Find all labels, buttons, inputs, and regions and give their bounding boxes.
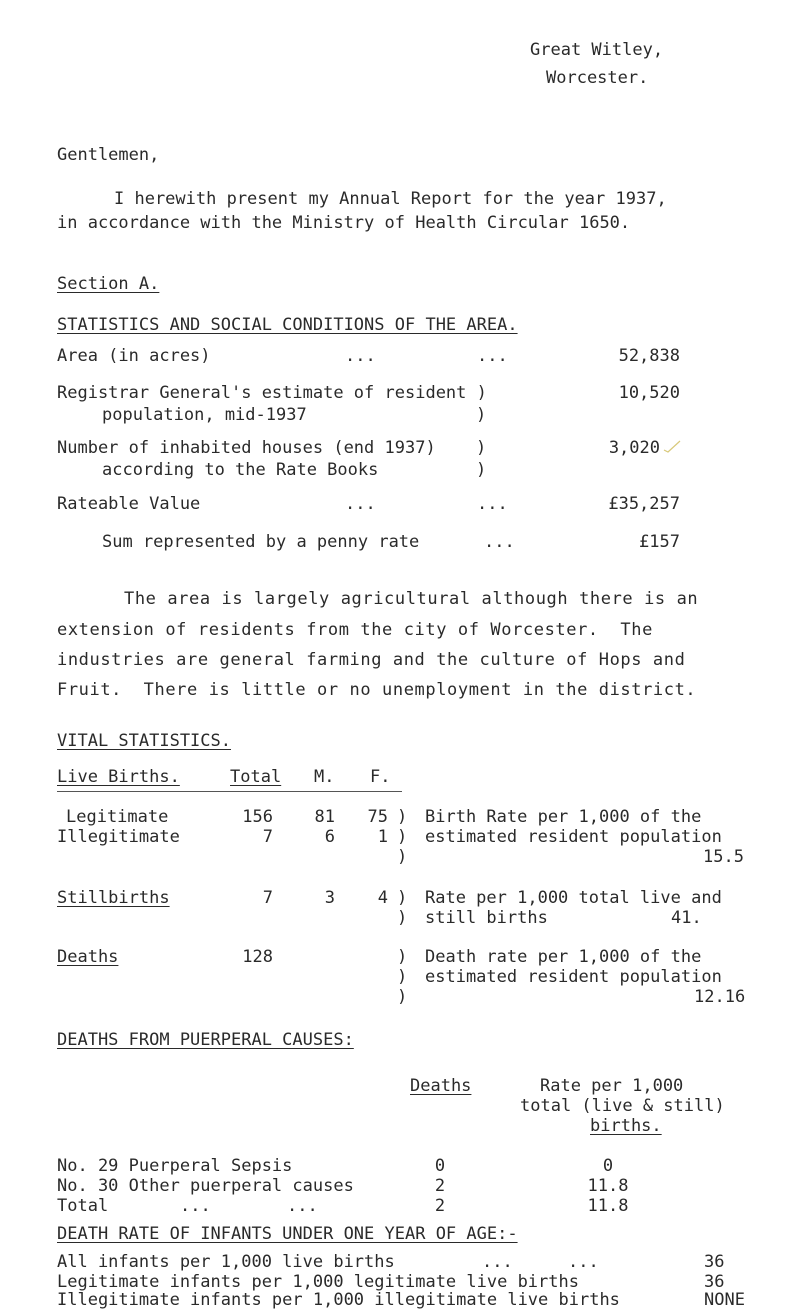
houses-bracket-1: ) xyxy=(476,438,487,458)
penny-rate-dots: ... xyxy=(484,532,515,552)
illegitimate-total: 7 xyxy=(262,827,273,847)
stillbirth-rate-text-1: Rate per 1,000 total live and xyxy=(425,888,722,908)
col-m-header: M. xyxy=(314,767,335,787)
letterhead-county: Worcester. xyxy=(546,68,649,88)
deaths-label: Deaths xyxy=(57,947,119,967)
bracket: ) xyxy=(397,847,408,867)
description-line-4: Fruit. There is little or no unemployment in the district. xyxy=(57,680,697,700)
puerperal-row-deaths: 0 xyxy=(434,1156,446,1176)
rateable-dots-2: ... xyxy=(477,494,508,514)
death-rate-text-2: estimated resident population xyxy=(425,967,722,987)
population-bracket: ) xyxy=(476,405,487,425)
bracket: ) xyxy=(397,947,408,967)
puerperal-total-dots: ... xyxy=(180,1196,211,1216)
bracket: ) xyxy=(397,888,408,908)
bracket: ) xyxy=(397,827,408,847)
puerperal-row-label: No. 29 Puerperal Sepsis xyxy=(57,1156,293,1176)
puerperal-row-deaths: 2 xyxy=(434,1196,446,1216)
puerperal-row-rate: 11.8 xyxy=(587,1196,629,1216)
stats-heading: STATISTICS AND SOCIAL CONDITIONS OF THE AREA. xyxy=(57,315,518,335)
bracket: ) xyxy=(397,987,408,1007)
description-line-1: The area is largely agricultural although there is an xyxy=(124,589,699,609)
section-heading: Section A. xyxy=(57,274,160,294)
infant-row-value: 36 xyxy=(704,1272,725,1292)
stillbirths-m: 3 xyxy=(324,888,335,908)
puerperal-col-rate-2: total (live & still) xyxy=(520,1096,725,1116)
area-dots: ... xyxy=(345,346,376,366)
legitimate-f: 75 xyxy=(367,807,388,827)
puerperal-row-rate: 11.8 xyxy=(587,1176,629,1196)
infant-heading: DEATH RATE OF INFANTS UNDER ONE YEAR OF AGE:- xyxy=(57,1224,518,1244)
letterhead-place: Great Witley, xyxy=(530,40,664,60)
intro-line-1: I herewith present my Annual Report for the year 1937, xyxy=(114,189,667,209)
puerperal-total-dots-2: ... xyxy=(287,1196,318,1216)
bracket: ) xyxy=(397,908,408,928)
houses-label-1: Number of inhabited houses (end 1937) xyxy=(57,438,436,458)
intro-line-2: in accordance with the Ministry of Health Circular 1650. xyxy=(57,213,631,233)
description-line-2: extension of residents from the city of Worcester. The xyxy=(57,620,653,640)
rateable-value: £35,257 xyxy=(608,494,680,514)
houses-bracket-2: ) xyxy=(476,460,487,480)
infant-row-dots: ... xyxy=(482,1252,513,1272)
population-label-2: population, mid-1937 xyxy=(102,405,307,425)
stillbirths-f: 4 xyxy=(377,888,388,908)
puerperal-row-rate: 0 xyxy=(602,1156,614,1176)
puerperal-row-label: No. 30 Other puerperal causes xyxy=(57,1176,354,1196)
population-value: 10,520 xyxy=(618,383,680,403)
penny-rate-label: Sum represented by a penny rate xyxy=(102,532,420,552)
population-label-1: Registrar General's estimate of resident ) xyxy=(57,383,487,403)
description-line-3: industries are general farming and the culture of Hops and xyxy=(57,650,686,670)
illegitimate-f: 1 xyxy=(377,827,388,847)
infant-row-label: All infants per 1,000 live births xyxy=(57,1252,395,1272)
vital-heading: VITAL STATISTICS. xyxy=(57,731,231,751)
stillbirth-rate-value: 41. xyxy=(671,908,702,928)
stillbirth-rate-text-2: still births xyxy=(425,908,548,928)
live-births-heading: Live Births. xyxy=(57,767,180,787)
bracket: ) xyxy=(397,967,408,987)
houses-label-2: according to the Rate Books xyxy=(102,460,379,480)
pencil-tick-mark xyxy=(662,438,682,454)
rateable-dots: ... xyxy=(345,494,376,514)
birth-rate-text-1: Birth Rate per 1,000 of the xyxy=(425,807,702,827)
puerperal-col-rate-3: births. xyxy=(590,1116,662,1136)
area-label: Area (in acres) xyxy=(57,346,211,366)
birth-rate-text-2: estimated resident population xyxy=(425,827,722,847)
col-f-header: F. xyxy=(370,767,391,787)
area-value: 52,838 xyxy=(618,346,680,366)
infant-row-label: Legitimate infants per 1,000 legitimate live births xyxy=(57,1272,579,1292)
penny-rate-value: £157 xyxy=(639,532,680,552)
houses-value: 3,020 xyxy=(608,438,660,458)
legitimate-label: Legitimate xyxy=(66,807,169,827)
infant-row-value: 36 xyxy=(704,1252,725,1272)
infant-row-label: Illegitimate infants per 1,000 illegitimate live births xyxy=(57,1290,620,1310)
infant-row-value: NONE xyxy=(704,1290,745,1310)
stillbirths-total: 7 xyxy=(262,888,273,908)
legitimate-m: 81 xyxy=(314,807,335,827)
puerperal-col-rate-1: Rate per 1,000 xyxy=(540,1076,684,1096)
area-dots-2: ... xyxy=(477,346,508,366)
illegitimate-label: Illegitimate xyxy=(57,827,180,847)
illegitimate-m: 6 xyxy=(324,827,335,847)
deaths-total: 128 xyxy=(242,947,273,967)
death-rate-value: 12.16 xyxy=(694,987,746,1007)
puerperal-row-deaths: 2 xyxy=(434,1176,446,1196)
puerperal-col-deaths: Deaths xyxy=(410,1076,472,1096)
puerperal-heading: DEATHS FROM PUERPERAL CAUSES: xyxy=(57,1030,354,1050)
bracket: ) xyxy=(397,807,408,827)
header-rule xyxy=(57,791,402,792)
rateable-label: Rateable Value xyxy=(57,494,201,514)
death-rate-text-1: Death rate per 1,000 of the xyxy=(425,947,702,967)
legitimate-total: 156 xyxy=(242,807,273,827)
infant-row-dots-2: ... xyxy=(568,1252,599,1272)
salutation: Gentlemen, xyxy=(57,145,160,165)
birth-rate-value: 15.5 xyxy=(703,847,744,867)
stillbirths-label: Stillbirths xyxy=(57,888,170,908)
puerperal-row-label: Total xyxy=(57,1196,109,1216)
col-total-header: Total xyxy=(230,767,282,787)
